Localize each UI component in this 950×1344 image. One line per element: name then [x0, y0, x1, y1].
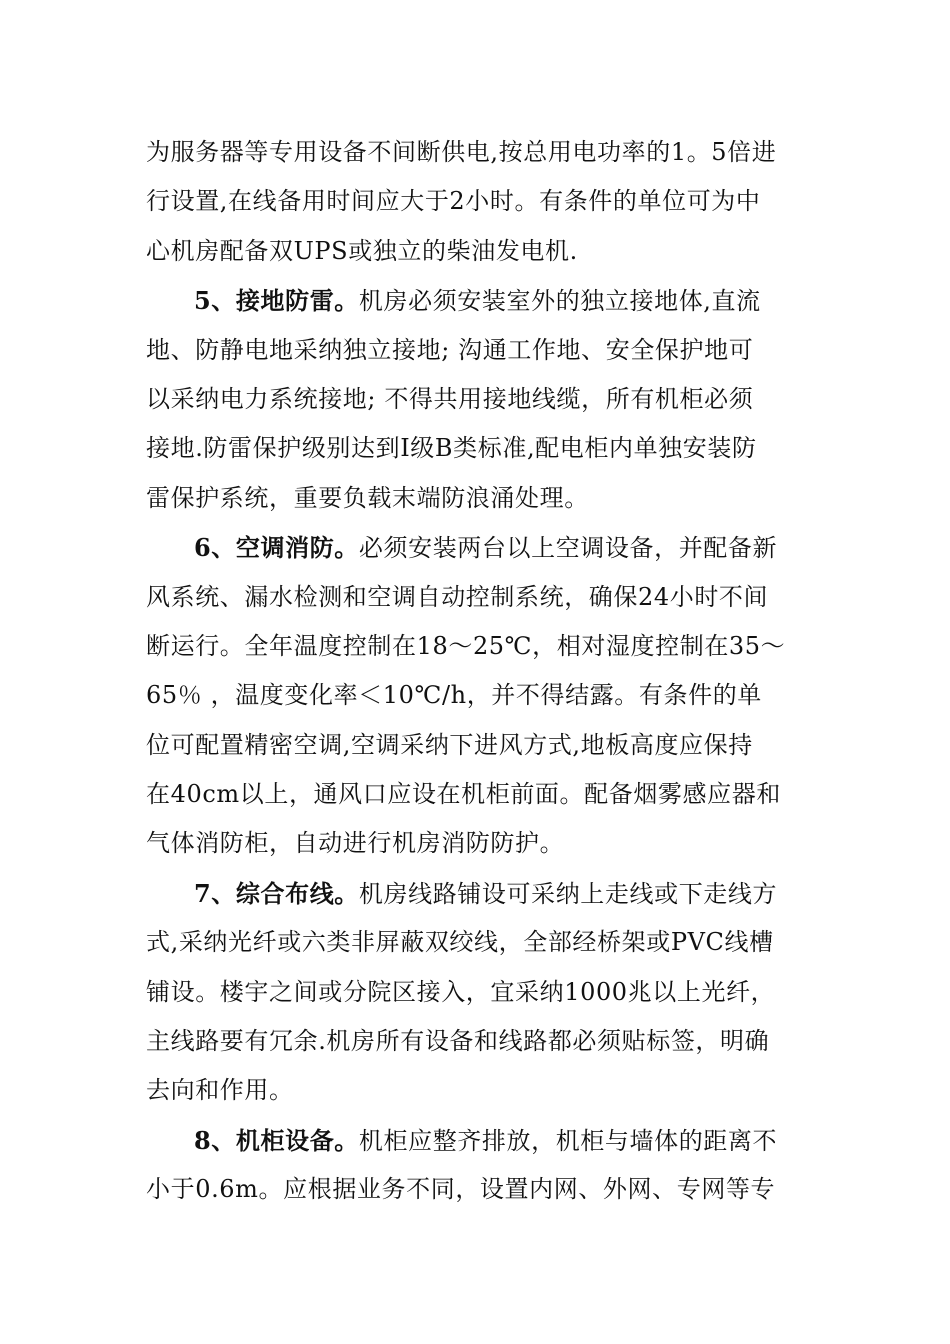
- line-text: 接地.防雷保护级别达到Ⅰ级B类标准,配电柜内单独安装防: [146, 434, 757, 463]
- section-heading: 6、空调消防。: [194, 533, 359, 563]
- line-text: 地、防静电地采纳独立接地; 沟通工作地、安全保护地可: [146, 335, 754, 364]
- section-heading: 5、接地防雷。: [194, 286, 359, 316]
- line-text: 行设置,在线备用时间应大于2小时。有条件的单位可为中: [146, 187, 761, 216]
- section-heading: 8、机柜设备。: [194, 1125, 359, 1155]
- text-line: [146, 573, 808, 622]
- line-text: 机柜应整齐排放，机柜与墙体的距离不: [358, 1126, 778, 1155]
- section-heading-line: [146, 523, 808, 572]
- line-text: 小于0.6m。应根据业务不同，设置内网、外网、专网等专: [146, 1175, 776, 1204]
- line-text: 雷保护系统，重要负载末端防浪涌处理。: [146, 483, 589, 512]
- line-text: 断运行。全年温度控制在18～25℃，相对湿度控制在35～: [146, 631, 786, 660]
- line-text: 机房必须安装室外的独立接地体,直流: [358, 287, 761, 316]
- text-line: [146, 918, 808, 967]
- line-text: 以采纳电力系统接地; 不得共用接地线缆，所有机柜必须: [146, 384, 754, 413]
- line-text: 必须安装两台以上空调设备，并配备新: [358, 534, 778, 563]
- line-text: 气体消防柜，自动进行机房消防防护。: [146, 829, 565, 858]
- line-text: 风系统、漏水检测和空调自动控制系统，确保24小时不间: [146, 582, 769, 611]
- line-text: 式,采纳光纤或六类非屏蔽双绞线，全部经桥架或PVC线槽: [146, 928, 774, 957]
- line-text: 去向和作用。: [146, 1076, 294, 1105]
- text-line: [146, 424, 808, 473]
- text-line: [146, 1017, 808, 1066]
- section-heading-line: [146, 869, 808, 918]
- line-text: 铺设。楼宇之间或分院区接入，宜采纳1000兆以上光纤，: [146, 977, 776, 1006]
- line-text: 机房线路铺设可采纳上走线或下走线方: [358, 879, 778, 908]
- line-text: 主线路要有冗余.机房所有设备和线路都必须贴标签，明确: [146, 1027, 770, 1056]
- text-line: [146, 968, 808, 1017]
- text-line: [146, 622, 808, 671]
- text-line: [146, 375, 808, 424]
- section-heading-line: [146, 1116, 808, 1165]
- text-line: [146, 177, 808, 226]
- line-text: 为服务器等专用设备不间断供电,按总用电功率的1。5倍进: [146, 138, 777, 166]
- text-line: [146, 326, 808, 375]
- line-text: 65％ ，温度变化率＜10℃/h，并不得结露。有条件的单: [146, 681, 762, 710]
- text-line: [146, 671, 808, 720]
- text-line: [146, 770, 808, 819]
- text-line: [146, 721, 808, 770]
- text-line: [146, 128, 808, 177]
- line-text: 心机房配备双UPS或独立的柴油发电机.: [146, 236, 578, 265]
- line-text: 位可配置精密空调,空调采纳下进风方式,地板高度应保持: [146, 730, 753, 759]
- section-heading-line: [146, 276, 808, 325]
- text-line: [146, 227, 808, 276]
- line-text: 在40cm以上，通风口应设在机柜前面。配备烟雾感应器和: [146, 780, 781, 809]
- text-line: [146, 1165, 808, 1214]
- text-line: [146, 474, 808, 523]
- text-line: [146, 819, 808, 868]
- section-heading: 7、综合布线。: [194, 878, 359, 908]
- text-line: [146, 1066, 808, 1115]
- document-body: [146, 128, 808, 1215]
